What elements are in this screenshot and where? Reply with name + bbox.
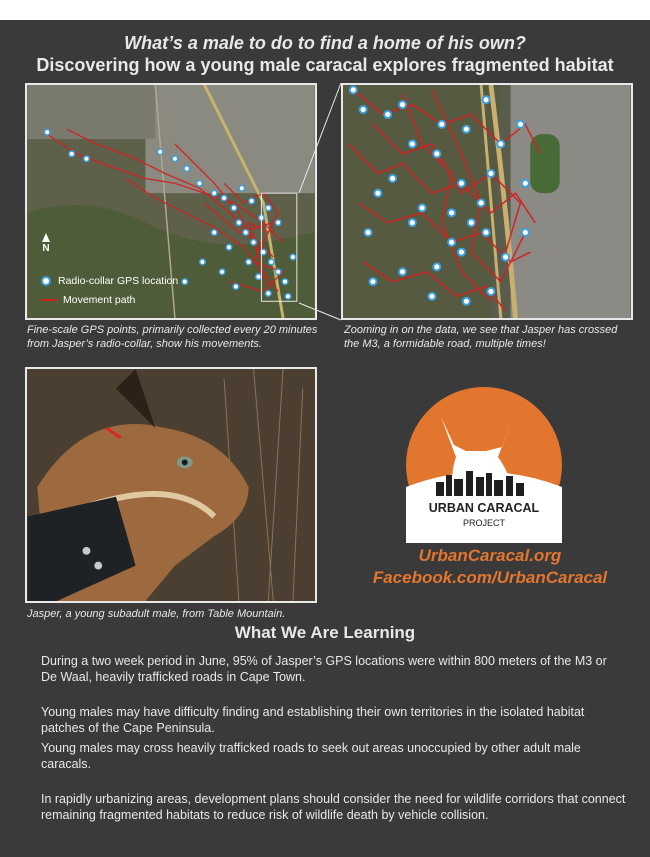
caracal-photo bbox=[25, 367, 317, 603]
movement-path-icon bbox=[41, 299, 57, 301]
legend-gps bbox=[41, 275, 178, 287]
photo-caption: Jasper, a young subadult male, from Table Mountain. bbox=[27, 608, 286, 620]
caracal-logo-icon bbox=[406, 387, 562, 543]
legend-path bbox=[41, 294, 135, 306]
learning-paragraph-3: Young males may cross heavily trafficked roads to seek out areas unoccupied by other adult male caracals. bbox=[41, 741, 581, 771]
poster bbox=[0, 20, 650, 857]
facebook-link[interactable]: Facebook.com/UrbanCaracal bbox=[372, 568, 608, 587]
learning-heading: What We Are Learning bbox=[234, 623, 416, 642]
overview-map-caption: Fine-scale GPS points, primarily collected every 20 minutes from Jasper’s radio-collar, show his movements. bbox=[27, 324, 318, 350]
learning-paragraph-2: Young males may have difficulty finding and establishing their own territories in the isolated habitat patches of the Cape Peninsula. bbox=[41, 705, 585, 735]
zoom-map-graphic bbox=[343, 85, 631, 318]
north-arrow-icon bbox=[42, 233, 50, 242]
urban-caracal-logo bbox=[406, 387, 562, 543]
website-link[interactable]: UrbanCaracal.org bbox=[418, 546, 562, 565]
title-main: Discovering how a young male caracal explores fragmented habitat bbox=[36, 55, 614, 75]
learning-paragraph-4: In rapidly urbanizing areas, development plans should consider the need for wildlife corridors that connect remaining fragmented habitats to reduce risk of wildlife death by vehicle collision. bbox=[41, 792, 626, 822]
logo-subtitle: PROJECT bbox=[462, 518, 506, 528]
gps-point-icon bbox=[41, 276, 51, 286]
legend-path-label: Movement path bbox=[63, 294, 136, 306]
north-label: N bbox=[42, 243, 50, 254]
zoom-map bbox=[341, 83, 633, 320]
caracal-illustration bbox=[27, 369, 315, 601]
legend-gps-label: Radio-collar GPS location bbox=[58, 275, 179, 287]
learning-paragraph-1: During a two week period in June, 95% of Jasper’s GPS locations were within 800 meters of the M3 or De Waal, heavily trafficked roads in Cape Town. bbox=[41, 654, 607, 684]
north-arrow bbox=[42, 233, 50, 254]
overview-map bbox=[25, 83, 317, 320]
title-question: What’s a male to do to find a home of his own? bbox=[124, 33, 526, 53]
zoom-map-caption: Zooming in on the data, we see that Jasper has crossed the M3, a formidable road, multiple times! bbox=[344, 324, 618, 350]
logo-name: URBAN CARACAL bbox=[428, 501, 540, 515]
